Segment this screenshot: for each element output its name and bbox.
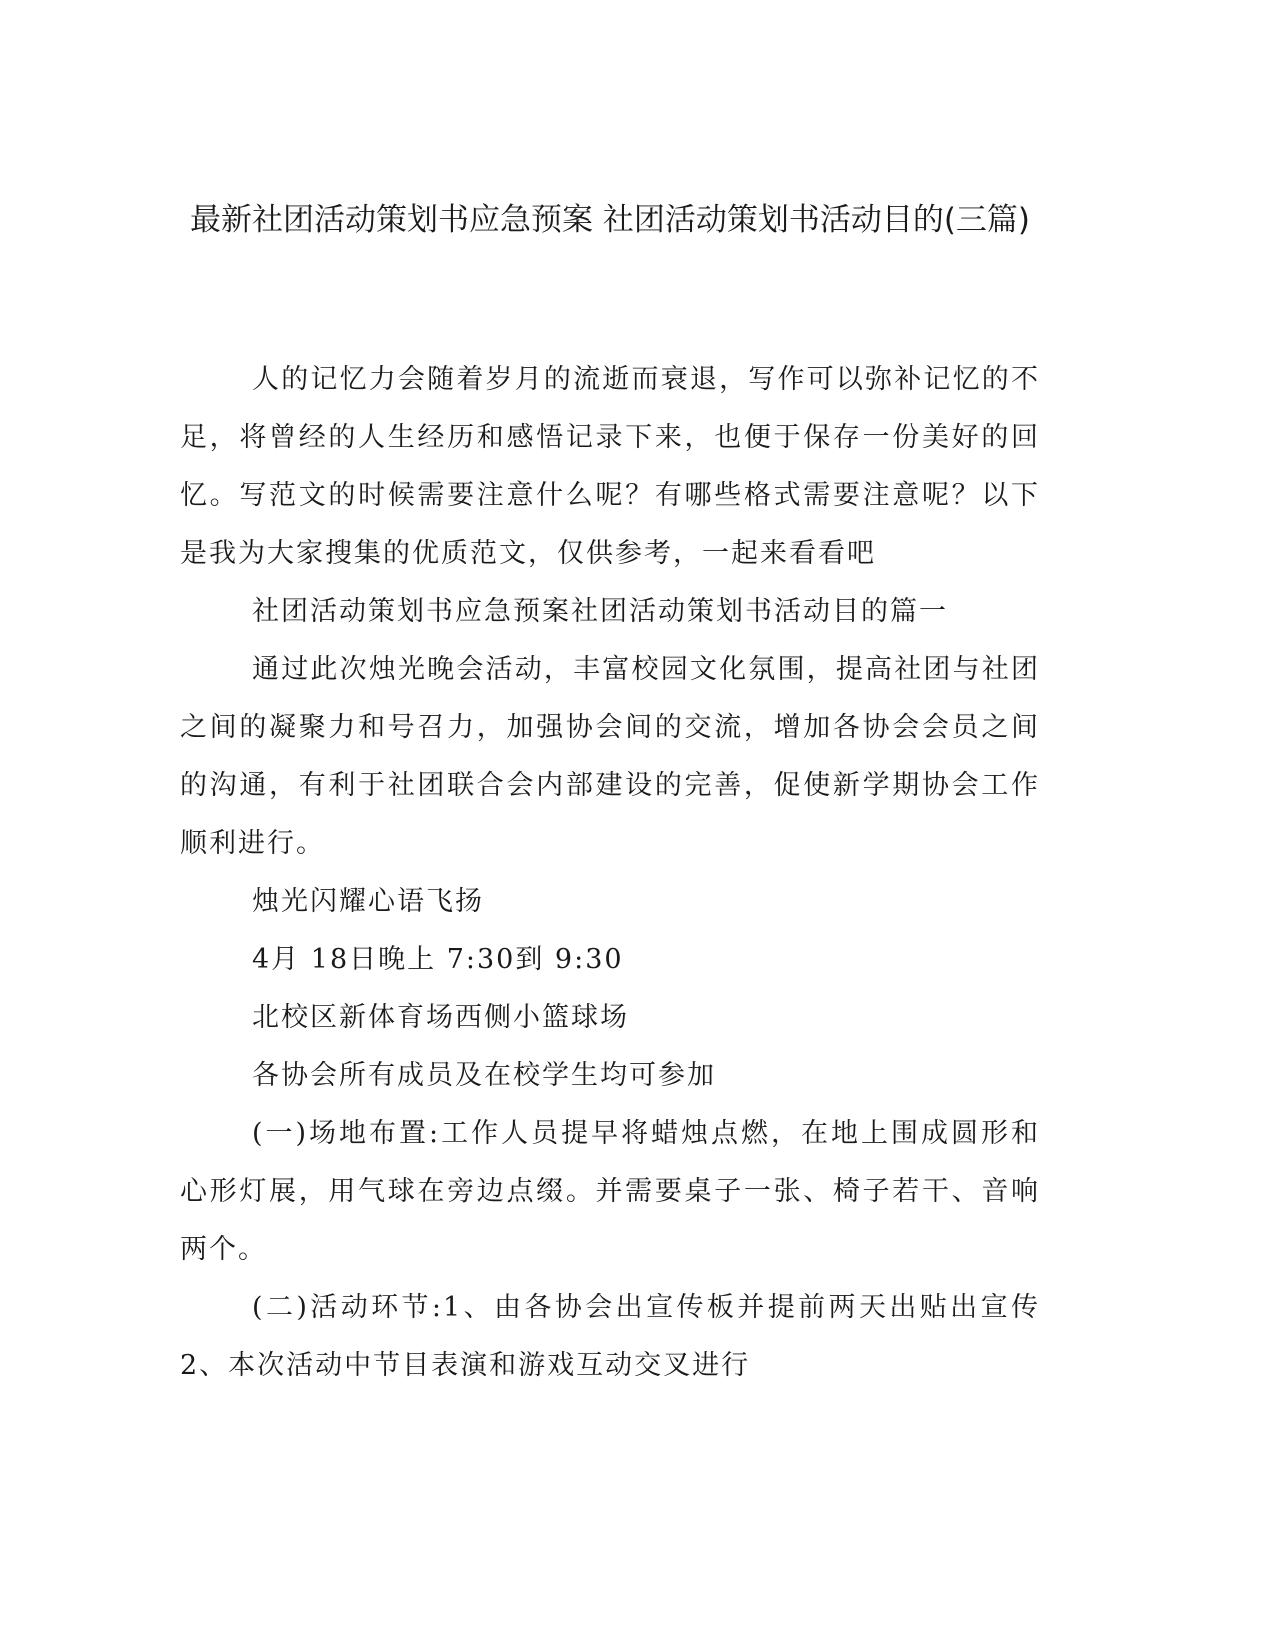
activity-participants: 各协会所有成员及在校学生均可参加 — [252, 1060, 716, 1091]
document-title: 最新社团活动策划书应急预案 社团活动策划书活动目的(三篇) — [189, 202, 1031, 238]
section-heading: 社团活动策划书应急预案社团活动策划书活动目的篇一 — [252, 596, 948, 627]
activity-steps-paragraph: (二)活动环节:1、由各协会出宣传板并提前两天出贴出宣传 2、本次活动中节目表演和游戏互动交叉进行 — [180, 1292, 1040, 1381]
intro-paragraph: 人的记忆力会随着岁月的流逝而衰退，写作可以弥补记忆的不足，将曾经的人生经历和感悟记录下来，也便于保存一份美好的回忆。写范文的时候需要注意什么呢？有哪些格式需要注意呢？以下是我为大家搜集的优质范文，仅供参考，一起来看看吧 — [180, 364, 1040, 569]
document-body — [180, 351, 1040, 1395]
activity-time: 4月 18日晚上 7:30到 9:30 — [252, 944, 624, 975]
activity-theme: 烛光闪耀心语飞扬 — [252, 886, 484, 917]
venue-setup-paragraph: (一)场地布置:工作人员提早将蜡烛点燃，在地上围成圆形和心形灯展，用气球在旁边点缀。并需要桌子一张、椅子若干、音响两个。 — [180, 1118, 1040, 1265]
purpose-paragraph: 通过此次烛光晚会活动，丰富校园文化氛围，提高社团与社团之间的凝聚力和号召力，加强协会间的交流，增加各协会会员之间的沟通，有利于社团联合会内部建设的完善，促使新学期协会工作顺利进行。 — [180, 654, 1040, 859]
activity-location: 北校区新体育场西侧小篮球场 — [252, 1002, 629, 1033]
